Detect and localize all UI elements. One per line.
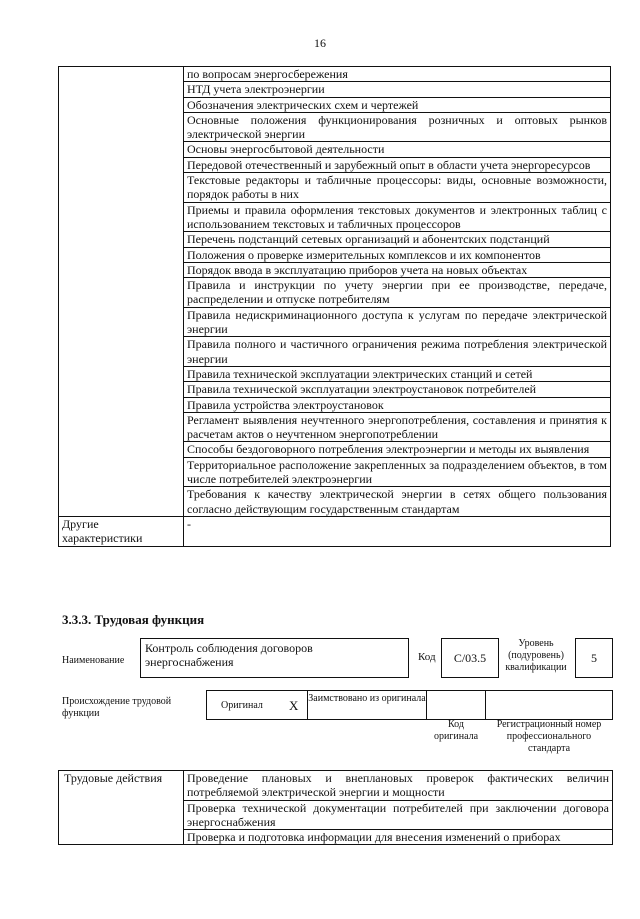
borrowed-label: Заимствовано из оригинала (308, 693, 426, 704)
level-value: 5 (591, 651, 597, 665)
knowledge-item: Основные положения функционирования розничных и оптовых рынков электрической энергии (184, 112, 611, 142)
original-box (206, 690, 308, 720)
section-title: 3.3.3. Трудовая функция (62, 612, 205, 627)
code-value: C/03.5 (453, 651, 487, 665)
knowledge-row (59, 67, 611, 82)
knowledge-item: Обозначения электрических схем и чертежей (184, 97, 611, 112)
other-characteristics-row (59, 516, 611, 546)
name-label: Наименование (62, 655, 125, 666)
knowledge-item: Основы энергосбытовой деятельности (184, 142, 611, 157)
knowledge-item: НТД учета электроэнергии (184, 82, 611, 97)
knowledge-item: Положения о проверке измерительных комплексов и их компонентов (184, 247, 611, 262)
level-value-box (575, 638, 613, 678)
labor-action-item: Проведение плановых и внеплановых проверок фактических величин потребляемой электрической энергии и мощности (184, 771, 613, 801)
page-number: 16 (314, 36, 326, 50)
labor-action-item: Проверка технической документации потребителей при заключении договора энергоснабжения (184, 800, 613, 830)
knowledge-item: Способы бездоговорного потребления электроэнергии и методы их выявления (184, 442, 611, 457)
code-value-box (441, 638, 499, 678)
knowledge-item: Территориальное расположение закрепленных за подразделением объектов, в том числе потребителей электроэнергии (184, 457, 611, 487)
knowledge-item: Текстовые редакторы и табличные процессоры: виды, основные возможности, порядок работы в них (184, 173, 611, 203)
borrowed-box (307, 690, 427, 720)
knowledge-table (58, 66, 611, 547)
knowledge-item: Правила недискриминационного доступа к услугам по передаче электрической энергии (184, 307, 611, 337)
labor-actions-label: Трудовые действия (59, 771, 184, 845)
name-value-box (140, 638, 409, 678)
other-characteristics-label: Другие характеристики (59, 516, 184, 546)
other-characteristics-value: - (184, 516, 611, 546)
level-label: Уровень (подуровень) квалификации (505, 638, 567, 673)
name-value: Контроль соблюдения договоров энергоснабжения (145, 641, 313, 669)
code-label: Код (418, 651, 436, 663)
knowledge-item: Передовой отечественный и зарубежный опыт в области учета энергоресурсов (184, 157, 611, 172)
knowledge-item: Правила технической эксплуатации электроустановок потребителей (184, 382, 611, 397)
reg-number-label: Регистрационный номер профессионального стандарта (496, 719, 602, 754)
labor-action-row (59, 771, 613, 801)
knowledge-item: Правила устройства электроустановок (184, 397, 611, 412)
labor-action-item: Проверка и подготовка информации для внесения изменений о приборах (184, 830, 613, 845)
knowledge-item: Приемы и правила оформления текстовых документов и электронных таблиц с использованием текстовых и табличных процессоров (184, 202, 611, 232)
knowledge-label-cell (59, 67, 184, 517)
knowledge-item: Требования к качеству электрической энергии в сетях общего пользования согласно действующим государственным стандартам (184, 487, 611, 517)
code-original-box (426, 690, 486, 720)
reg-number-box (485, 690, 613, 720)
knowledge-item: Перечень подстанций сетевых организаций и абонентских подстанций (184, 232, 611, 247)
knowledge-item: Правила технической эксплуатации электрических станций и сетей (184, 366, 611, 381)
code-original-label: Код оригинала (433, 719, 479, 742)
labor-actions-table (58, 770, 613, 845)
knowledge-item: Правила и инструкции по учету энергии при ее производстве, передаче, распределении и отпуске потребителям (184, 278, 611, 308)
origin-label: Происхождение трудовой функции (62, 696, 172, 719)
knowledge-table-body (59, 67, 611, 547)
knowledge-item: Регламент выявления неучтенного энергопотребления, составления и принятия к расчетам актов о неучтенном энергопотреблении (184, 412, 611, 442)
original-label: Оригинал (221, 700, 263, 711)
knowledge-item: Правила полного и частичного ограничения режима потребления электрической энергии (184, 337, 611, 367)
knowledge-item: Порядок ввода в эксплуатацию приборов учета на новых объектах (184, 262, 611, 277)
original-mark: X (289, 698, 299, 713)
labor-actions-table-body (59, 771, 613, 845)
knowledge-item: по вопросам энергосбережения (184, 67, 611, 82)
